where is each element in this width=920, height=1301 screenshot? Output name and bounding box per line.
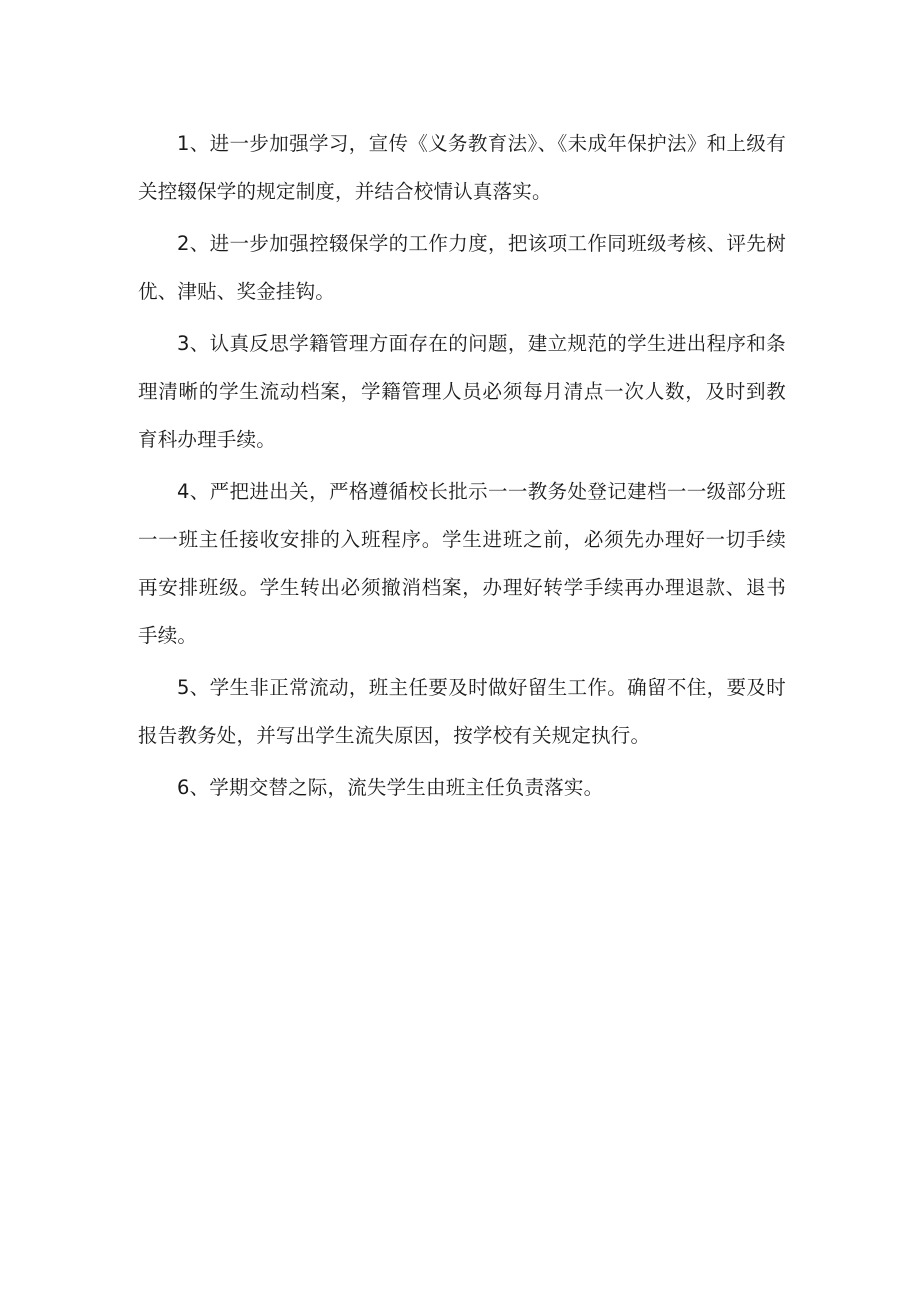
paragraph-1: 1、进一步加强学习，宣传《义务教育法》、《未成年保护法》和上级有关控辍保学的规定制度，并结合校情认真落实。: [138, 132, 786, 203]
paragraph-5: 5、学生非正常流动，班主任要及时做好留生工作。确留不住，要及时报告教务处，并写出学生流失原因，按学校有关规定执行。: [138, 676, 786, 747]
paragraph-4: 4、严把进出关，严格遵循校长批示一一教务处登记建档一一级部分班一一班主任接收安排的入班程序。学生进班之前，必须先办理好一切手续再安排班级。学生转出必须撤消档案，办理好转学手续再办理退款、退书手续。: [138, 480, 786, 647]
paragraph-3: 3、认真反思学籍管理方面存在的问题，建立规范的学生进出程序和条理清晰的学生流动档案，学籍管理人员必须每月清点一次人数，及时到教育科办理手续。: [138, 332, 786, 451]
document-body: [138, 120, 786, 816]
paragraph-6: 6、学期交替之际，流失学生由班主任负责落实。: [177, 776, 604, 799]
paragraph-2: 2、进一步加强控辍保学的工作力度，把该项工作同班级考核、评先树优、津贴、奖金挂钩。: [138, 232, 786, 303]
